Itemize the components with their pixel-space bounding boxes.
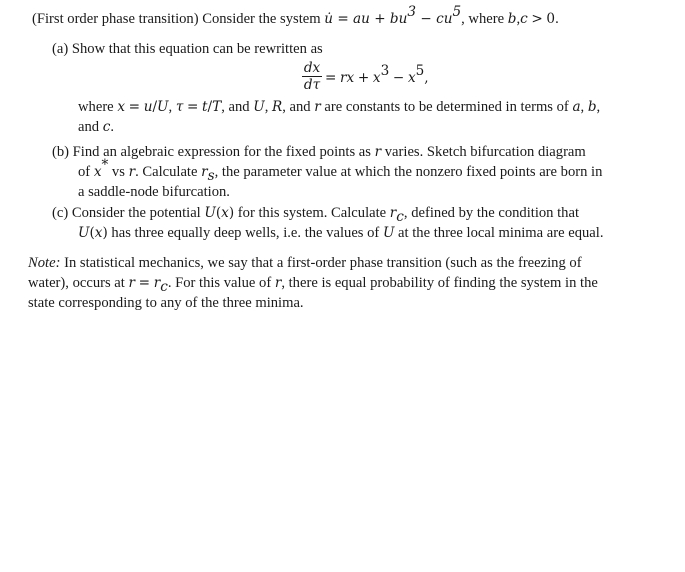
part-a-line2: where x = u/U, τ = t/T, and U, R, and r are constants to be determined in terms of a, b, [78, 99, 601, 115]
note-line2: water), occurs at $r = r_c$. For this value of r, there is equal probability of finding the system in the [28, 275, 598, 295]
part-a-line1 [52, 40, 323, 58]
intro-suffix: , where b,c > 0. [461, 11, 559, 27]
equation-rhs: = rx + $x^3 - x^5$, [325, 63, 429, 86]
part-b-line3: a saddle-node bifurcation. [78, 184, 230, 200]
note-label: Note: [28, 255, 61, 271]
fraction-numerator: dx [303, 60, 321, 76]
part-b-line1: (b) Find an algebraic expression for the fixed points as r varies. Sketch bifurcation diagram [52, 144, 586, 160]
intro-equation: u̇ = au + $bu^3 - cu^5$ [324, 4, 462, 27]
part-c-line1: (c) Consider the potential U(x) for this system. Calculate $r_c$, defined by the condition that [52, 205, 580, 225]
note-line1: Note: In statistical mechanics, we say that a first-order phase transition (such as the freezing of [28, 255, 582, 271]
part-c-line2: U(x) has three equally deep wells, i.e. the values of U at the three local minima are equal. [78, 225, 604, 241]
part-c-label: (c) [52, 205, 69, 221]
part-a-text: Show that this equation can be rewritten as [71, 41, 323, 57]
intro-line [32, 4, 559, 28]
fraction-denominator: dτ [303, 77, 321, 93]
part-a-label: (a) [52, 41, 69, 57]
part-b-label: (b) [52, 144, 70, 160]
part-a-line3: and c. [78, 119, 115, 135]
intro-text: (First order phase transition) Consider the system [32, 11, 325, 27]
part-b-line2: of x* vs r. Calculate $r_s$, the parameter value at which the nonzero fixed points are born in [78, 157, 603, 184]
derivative-fraction [301, 60, 323, 93]
note-line3: state corresponding to any of the three minima. [28, 295, 304, 311]
